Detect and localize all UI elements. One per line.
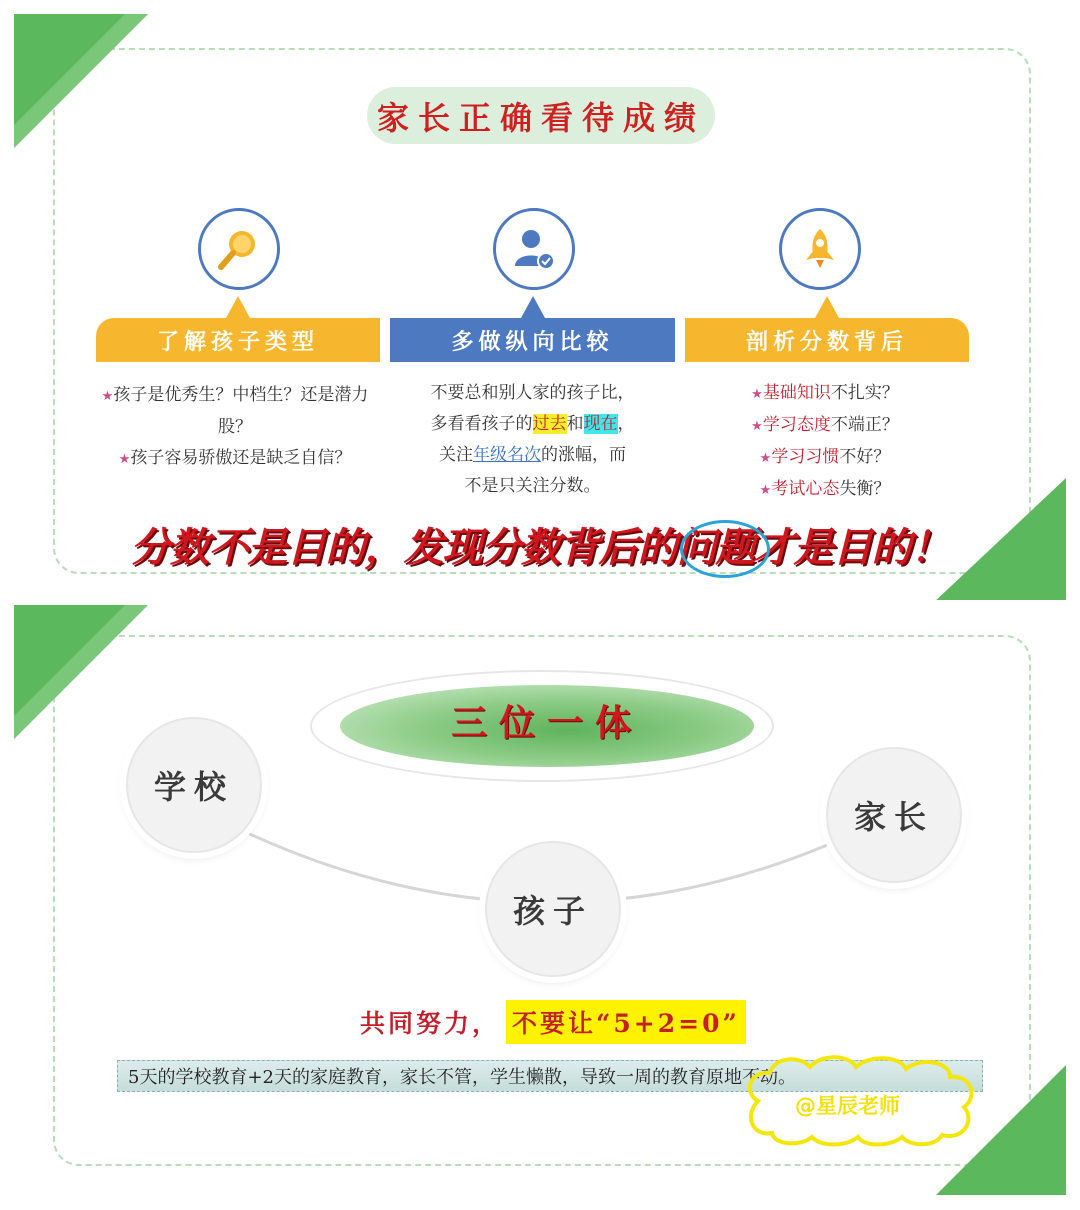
- magnifier-icon: [214, 224, 264, 274]
- column-compare-text: [395, 378, 670, 502]
- column-child-type-text: [100, 380, 370, 475]
- watermark: @星辰老师: [795, 1094, 900, 1118]
- star-icon: ★: [759, 451, 772, 466]
- list-item: ★基础知识不扎实？: [751, 383, 899, 403]
- list-item: ★学习态度不端正？: [751, 415, 899, 435]
- user-check-icon-circle: [493, 208, 575, 290]
- corner-decoration-top-left: [0, 0, 160, 160]
- note-text: 5天的学校教育+2天的家庭教育，家长不管，学生懒散，导致一周的教育原地不动。: [128, 1067, 796, 1088]
- list-item: ★孩子容易骄傲还是缺乏自信？: [118, 448, 352, 468]
- slogan: 分数不是目的，发现分数背后的问题才是目的！: [130, 525, 950, 571]
- page-title: 家长正确看待成绩: [367, 87, 715, 144]
- star-icon: ★: [118, 452, 131, 467]
- star-icon: ★: [759, 483, 772, 498]
- banner-analyze-scores: [685, 318, 969, 362]
- user-check-icon: [509, 224, 559, 274]
- magnifier-icon-circle: [198, 208, 280, 290]
- node-child: 孩子: [485, 841, 621, 977]
- highlight-circle: [680, 520, 770, 578]
- slide-three-in-one: [0, 605, 1080, 1210]
- highlight-rank: 年级名次: [473, 445, 541, 465]
- list-item: ★孩子是优秀生？中档生？还是潜力股？: [101, 385, 369, 437]
- banner-know-child-type: [96, 318, 380, 362]
- node-parent: 家长: [826, 747, 962, 883]
- list-item: ★考试心态失衡？: [759, 479, 891, 499]
- banner-label: 了解孩子类型: [156, 328, 319, 355]
- column-analyze-text: [700, 378, 950, 506]
- together-highlight: 不要让“5+2=0”: [506, 1000, 746, 1044]
- node-school: 学校: [126, 717, 262, 853]
- rocket-icon-circle: [779, 208, 861, 290]
- list-item: ★学习习惯不好？: [759, 447, 891, 467]
- highlight-now: 现在: [583, 414, 618, 434]
- together-line: [360, 1001, 746, 1043]
- banner-label: 多做纵向比较: [451, 328, 614, 355]
- banner-label: 剖析分数背后: [745, 328, 908, 355]
- rocket-icon: [795, 224, 845, 274]
- slide-score-attitude: [0, 0, 1080, 600]
- banner-vertical-compare: [390, 318, 675, 362]
- text-line: 不是只关注分数。: [464, 476, 601, 496]
- highlight-past: 过去: [532, 414, 567, 434]
- text-line: 不要总和别人家的孩子比，: [430, 383, 635, 403]
- page-title: 三位一体: [450, 701, 643, 744]
- together-label: 共同努力，: [360, 1009, 501, 1038]
- star-icon: ★: [751, 419, 763, 434]
- star-icon: ★: [751, 387, 763, 402]
- star-icon: ★: [101, 389, 114, 404]
- text-line: 多看看孩子的过去和现在，: [430, 414, 635, 434]
- text-line: 关注年级名次的涨幅，而: [439, 445, 626, 465]
